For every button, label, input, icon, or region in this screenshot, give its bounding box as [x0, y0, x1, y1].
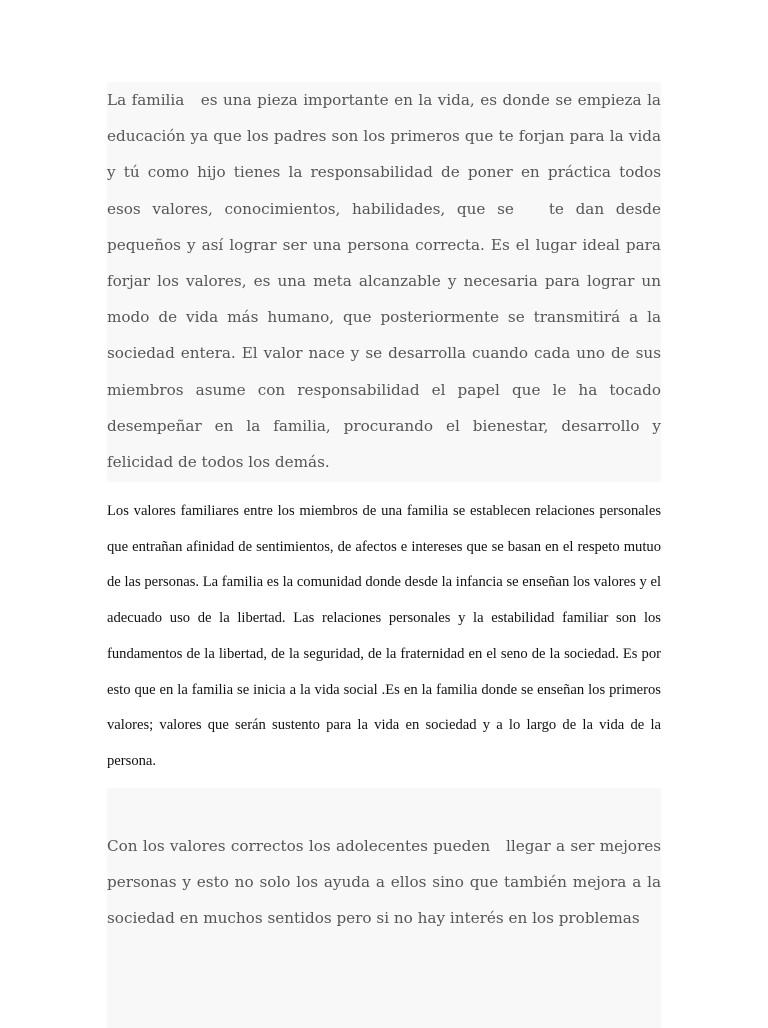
paragraph-adolescents-values: Con los valores correctos los adolecentes pueden llegar a ser mejores personas y esto no solo los ayuda a ellos sino que también mejora a la sociedad en muchos sentidos pero si no hay interés en los problemas [107, 837, 666, 928]
paragraph-family-values: Los valores familiares entre los miembros de una familia se establecen relaciones personales que entrañan afinidad de sentimientos, de afectos e intereses que se basan en el respeto mutuo de las personas. La familia es la comunidad donde desde la infancia se enseñan los valores y el adecuado uso de la libertad. Las relaciones personales y la estabilidad familiar son los fundamentos de la libertad, de la seguridad, de la fraternidad en el seno de la sociedad. Es por esto que en la familia se inicia a la vida social .Es en la familia donde se enseñan los primeros valores; valores que serán sustento para la vida en sociedad y a lo largo de la vida de la persona. [107, 503, 661, 769]
paragraph-family-importance: La familia es una pieza importante en la vida, es donde se empieza la educación ya que los padres son los primeros que te forjan para la vida y tú como hijo tienes la responsabilidad de poner en práctica todos esos valores, conocimientos, habilidades, que se te dan desde pequeños y así lograr ser una persona correcta. Es el lugar ideal para forjar los valores, es una meta alcanzable y necesaria para lograr un modo de vida más humano, que posteriormente se transmitirá a la sociedad entera. El valor nace y se desarrolla cuando cada uno de sus miembros asume con responsabilidad el papel que le ha tocado desempeñar en la familia, procurando el bienestar, desarrollo y felicidad de todos los demás. [107, 82, 661, 482]
